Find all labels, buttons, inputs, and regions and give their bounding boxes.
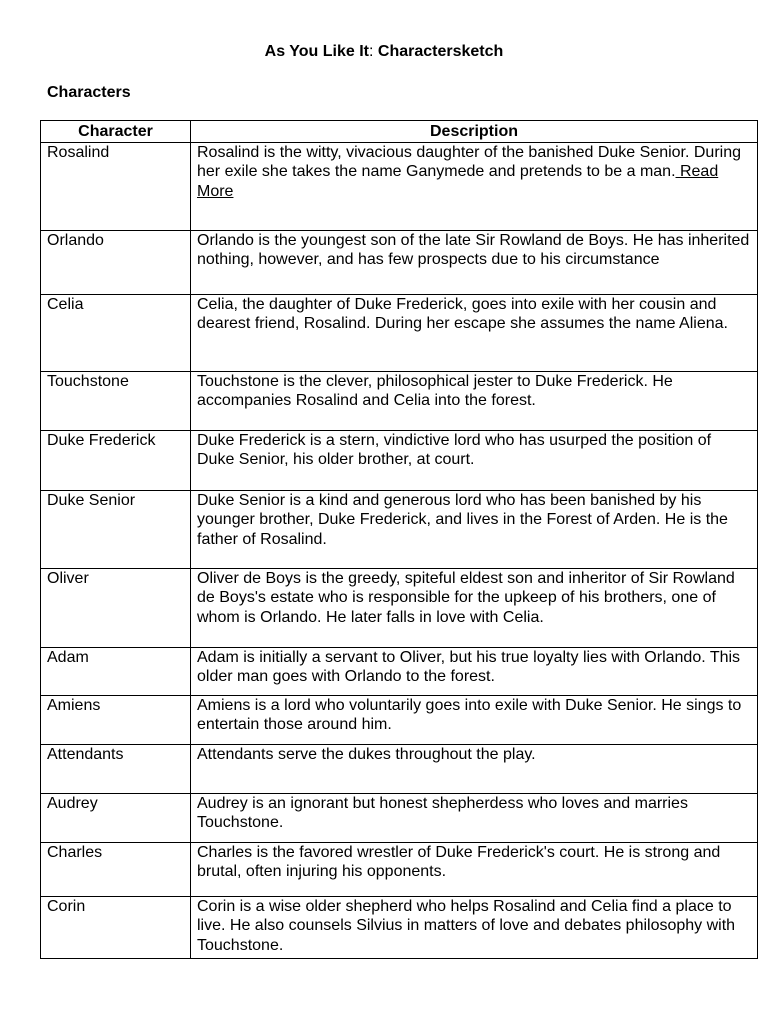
table-row	[41, 142, 758, 230]
character-description	[191, 142, 758, 230]
table-row	[41, 568, 758, 647]
character-description: Touchstone is the clever, philosophical jester to Duke Frederick. He accompanies Rosalind and Celia into the forest.	[191, 371, 758, 430]
table-row	[41, 842, 758, 896]
character-name: Orlando	[41, 230, 191, 294]
table-row	[41, 430, 758, 490]
character-name: Oliver	[41, 568, 191, 647]
table-row	[41, 230, 758, 294]
table-row	[41, 294, 758, 371]
character-name: Touchstone	[41, 371, 191, 430]
title-play-name: As You Like It	[264, 43, 369, 60]
section-heading: Characters	[47, 84, 131, 101]
read-more-link[interactable]: Read More	[197, 163, 719, 200]
character-description: Corin is a wise older shepherd who helps Rosalind and Celia find a place to live. He also counsels Silvius in matters of love and debates philosophy with Touchstone.	[191, 896, 758, 958]
character-description: Duke Senior is a kind and generous lord who has been banished by his younger brother, Duke Frederick, and lives in the Forest of Arden. He is the father of Rosalind.	[191, 490, 758, 568]
column-header-description: Description	[191, 121, 758, 143]
character-name: Audrey	[41, 793, 191, 842]
character-name: Amiens	[41, 695, 191, 744]
character-description: Amiens is a lord who voluntarily goes into exile with Duke Senior. He sings to entertain those around him.	[191, 695, 758, 744]
table-row	[41, 371, 758, 430]
document-title	[0, 43, 768, 61]
table-row	[41, 490, 758, 568]
table-row	[41, 744, 758, 793]
character-description: Attendants serve the dukes throughout the play.	[191, 744, 758, 793]
character-name: Rosalind	[41, 142, 191, 230]
character-table	[40, 120, 758, 959]
character-name: Corin	[41, 896, 191, 958]
character-name: Celia	[41, 294, 191, 371]
character-description: Duke Frederick is a stern, vindictive lord who has usurped the position of Duke Senior, his older brother, at court.	[191, 430, 758, 490]
table-row	[41, 793, 758, 842]
character-name: Attendants	[41, 744, 191, 793]
title-separator: :	[369, 43, 374, 60]
character-description: Oliver de Boys is the greedy, spiteful eldest son and inheritor of Sir Rowland de Boys's estate who is responsible for the upkeep of his brothers, one of whom is Orlando. He later falls in love with Celia.	[191, 568, 758, 647]
character-description: Orlando is the youngest son of the late Sir Rowland de Boys. He has inherited nothing, however, and has few prospects due to his circumstance	[191, 230, 758, 294]
description-text: Rosalind is the witty, vivacious daughter of the banished Duke Senior. During her exile she takes the name Ganymede and pretends to be a man.	[197, 143, 742, 180]
character-name: Charles	[41, 842, 191, 896]
character-name: Adam	[41, 647, 191, 695]
character-description: Adam is initially a servant to Oliver, but his true loyalty lies with Orlando. This older man goes with Orlando to the forest.	[191, 647, 758, 695]
character-description: Charles is the favored wrestler of Duke Frederick's court. He is strong and brutal, often injuring his opponents.	[191, 842, 758, 896]
table-row	[41, 647, 758, 695]
table-row	[41, 695, 758, 744]
table-row	[41, 896, 758, 958]
character-name: Duke Senior	[41, 490, 191, 568]
character-name: Duke Frederick	[41, 430, 191, 490]
column-header-character: Character	[41, 121, 191, 143]
title-subtitle: Charactersketch	[377, 43, 504, 60]
character-description: Celia, the daughter of Duke Frederick, goes into exile with her cousin and dearest friend, Rosalind. During her escape she assumes the name Aliena.	[191, 294, 758, 371]
table-header-row	[41, 121, 758, 143]
character-description: Audrey is an ignorant but honest shepherdess who loves and marries Touchstone.	[191, 793, 758, 842]
